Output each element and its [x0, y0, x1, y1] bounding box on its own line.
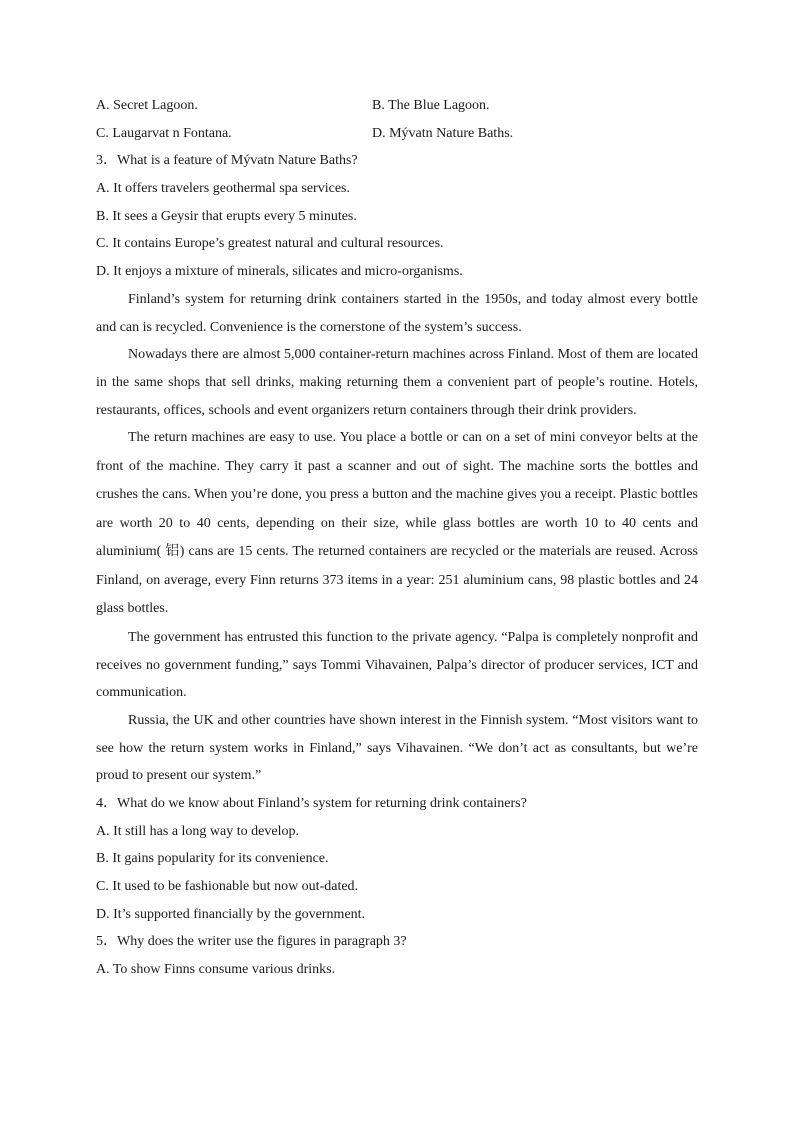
q2-options-row-1	[96, 92, 698, 120]
passage-paragraph-1: Finland’s system for returning drink containers started in the 1950s, and today almost every bottle and can is recycled. Convenience is the cornerstone of the system’s success.	[96, 291, 698, 335]
q2-options-row-2	[96, 120, 698, 148]
passage-paragraph-2: Nowadays there are almost 5,000 container-return machines across Finland. Most of them are located in the same shops that sell drinks, making returning them a convenient part of people’s routine. Hotels, restaurants, offices, schools and event organizers return containers through their drink providers.	[96, 347, 698, 418]
q2-option-b: B. The Blue Lagoon.	[372, 98, 490, 113]
q4-option-a: A. It still has a long way to develop.	[96, 823, 299, 839]
q5-option-a: A. To show Finns consume various drinks.	[96, 962, 336, 978]
q3-option-c: C. It contains Europe’s greatest natural and cultural resources.	[96, 236, 444, 252]
q4-stem: 4．What do we know about Finland’s system for returning drink containers?	[96, 796, 527, 812]
q3-option-b: B. It sees a Geysir that erupts every 5 minutes.	[96, 208, 357, 224]
passage-paragraph-3: The return machines are easy to use. You place a bottle or can on a set of mini conveyor belts at the front of the machine. They carry it past a scanner and out of sight. The machine sorts the bottles and crushes the cans. When you’re done, you press a button and the machine gives you a receipt. Plastic bottles are worth 20 to 40 cents, depending on their size, while glass bottles are worth 10 to 40 cents and aluminium( 铝) cans are 15 cents. The returned containers are recycled or the materials are reused. Across Finland, on average, every Finn returns 373 items in a year: 251 aluminium cans, 98 plastic bottles and 24 glass bottles.	[96, 430, 698, 617]
q4-option-d: D. It’s supported financially by the government.	[96, 906, 366, 922]
passage-paragraph-4: The government has entrusted this function to the private agency. “Palpa is completely nonprofit and receives no government funding,” says Tommi Vihavainen, Palpa’s director of producer services, ICT and communication.	[96, 629, 698, 701]
q2-option-c: C. Laugarvat n Fontana.	[96, 125, 232, 141]
passage-paragraph-5: Russia, the UK and other countries have shown interest in the Finnish system. “Most visitors want to see how the return system works in Finland,” says Vihavainen. “We don’t act as consultants, but we’re proud to present our system.”	[96, 712, 698, 784]
q2-option-a: A. Secret Lagoon.	[96, 98, 198, 113]
q4-option-c: C. It used to be fashionable but now out-dated.	[96, 879, 359, 895]
q2-option-d: D. Mývatn Nature Baths.	[372, 125, 514, 141]
q3-option-a: A. It offers travelers geothermal spa services.	[96, 181, 350, 197]
q4-option-b: B. It gains popularity for its convenience.	[96, 851, 329, 867]
exam-page	[96, 92, 698, 984]
q3-stem: 3．What is a feature of Mývatn Nature Baths?	[96, 153, 358, 169]
q3-option-d: D. It enjoys a mixture of minerals, silicates and micro-organisms.	[96, 264, 463, 280]
q5-stem: 5．Why does the writer use the figures in paragraph 3?	[96, 934, 407, 950]
